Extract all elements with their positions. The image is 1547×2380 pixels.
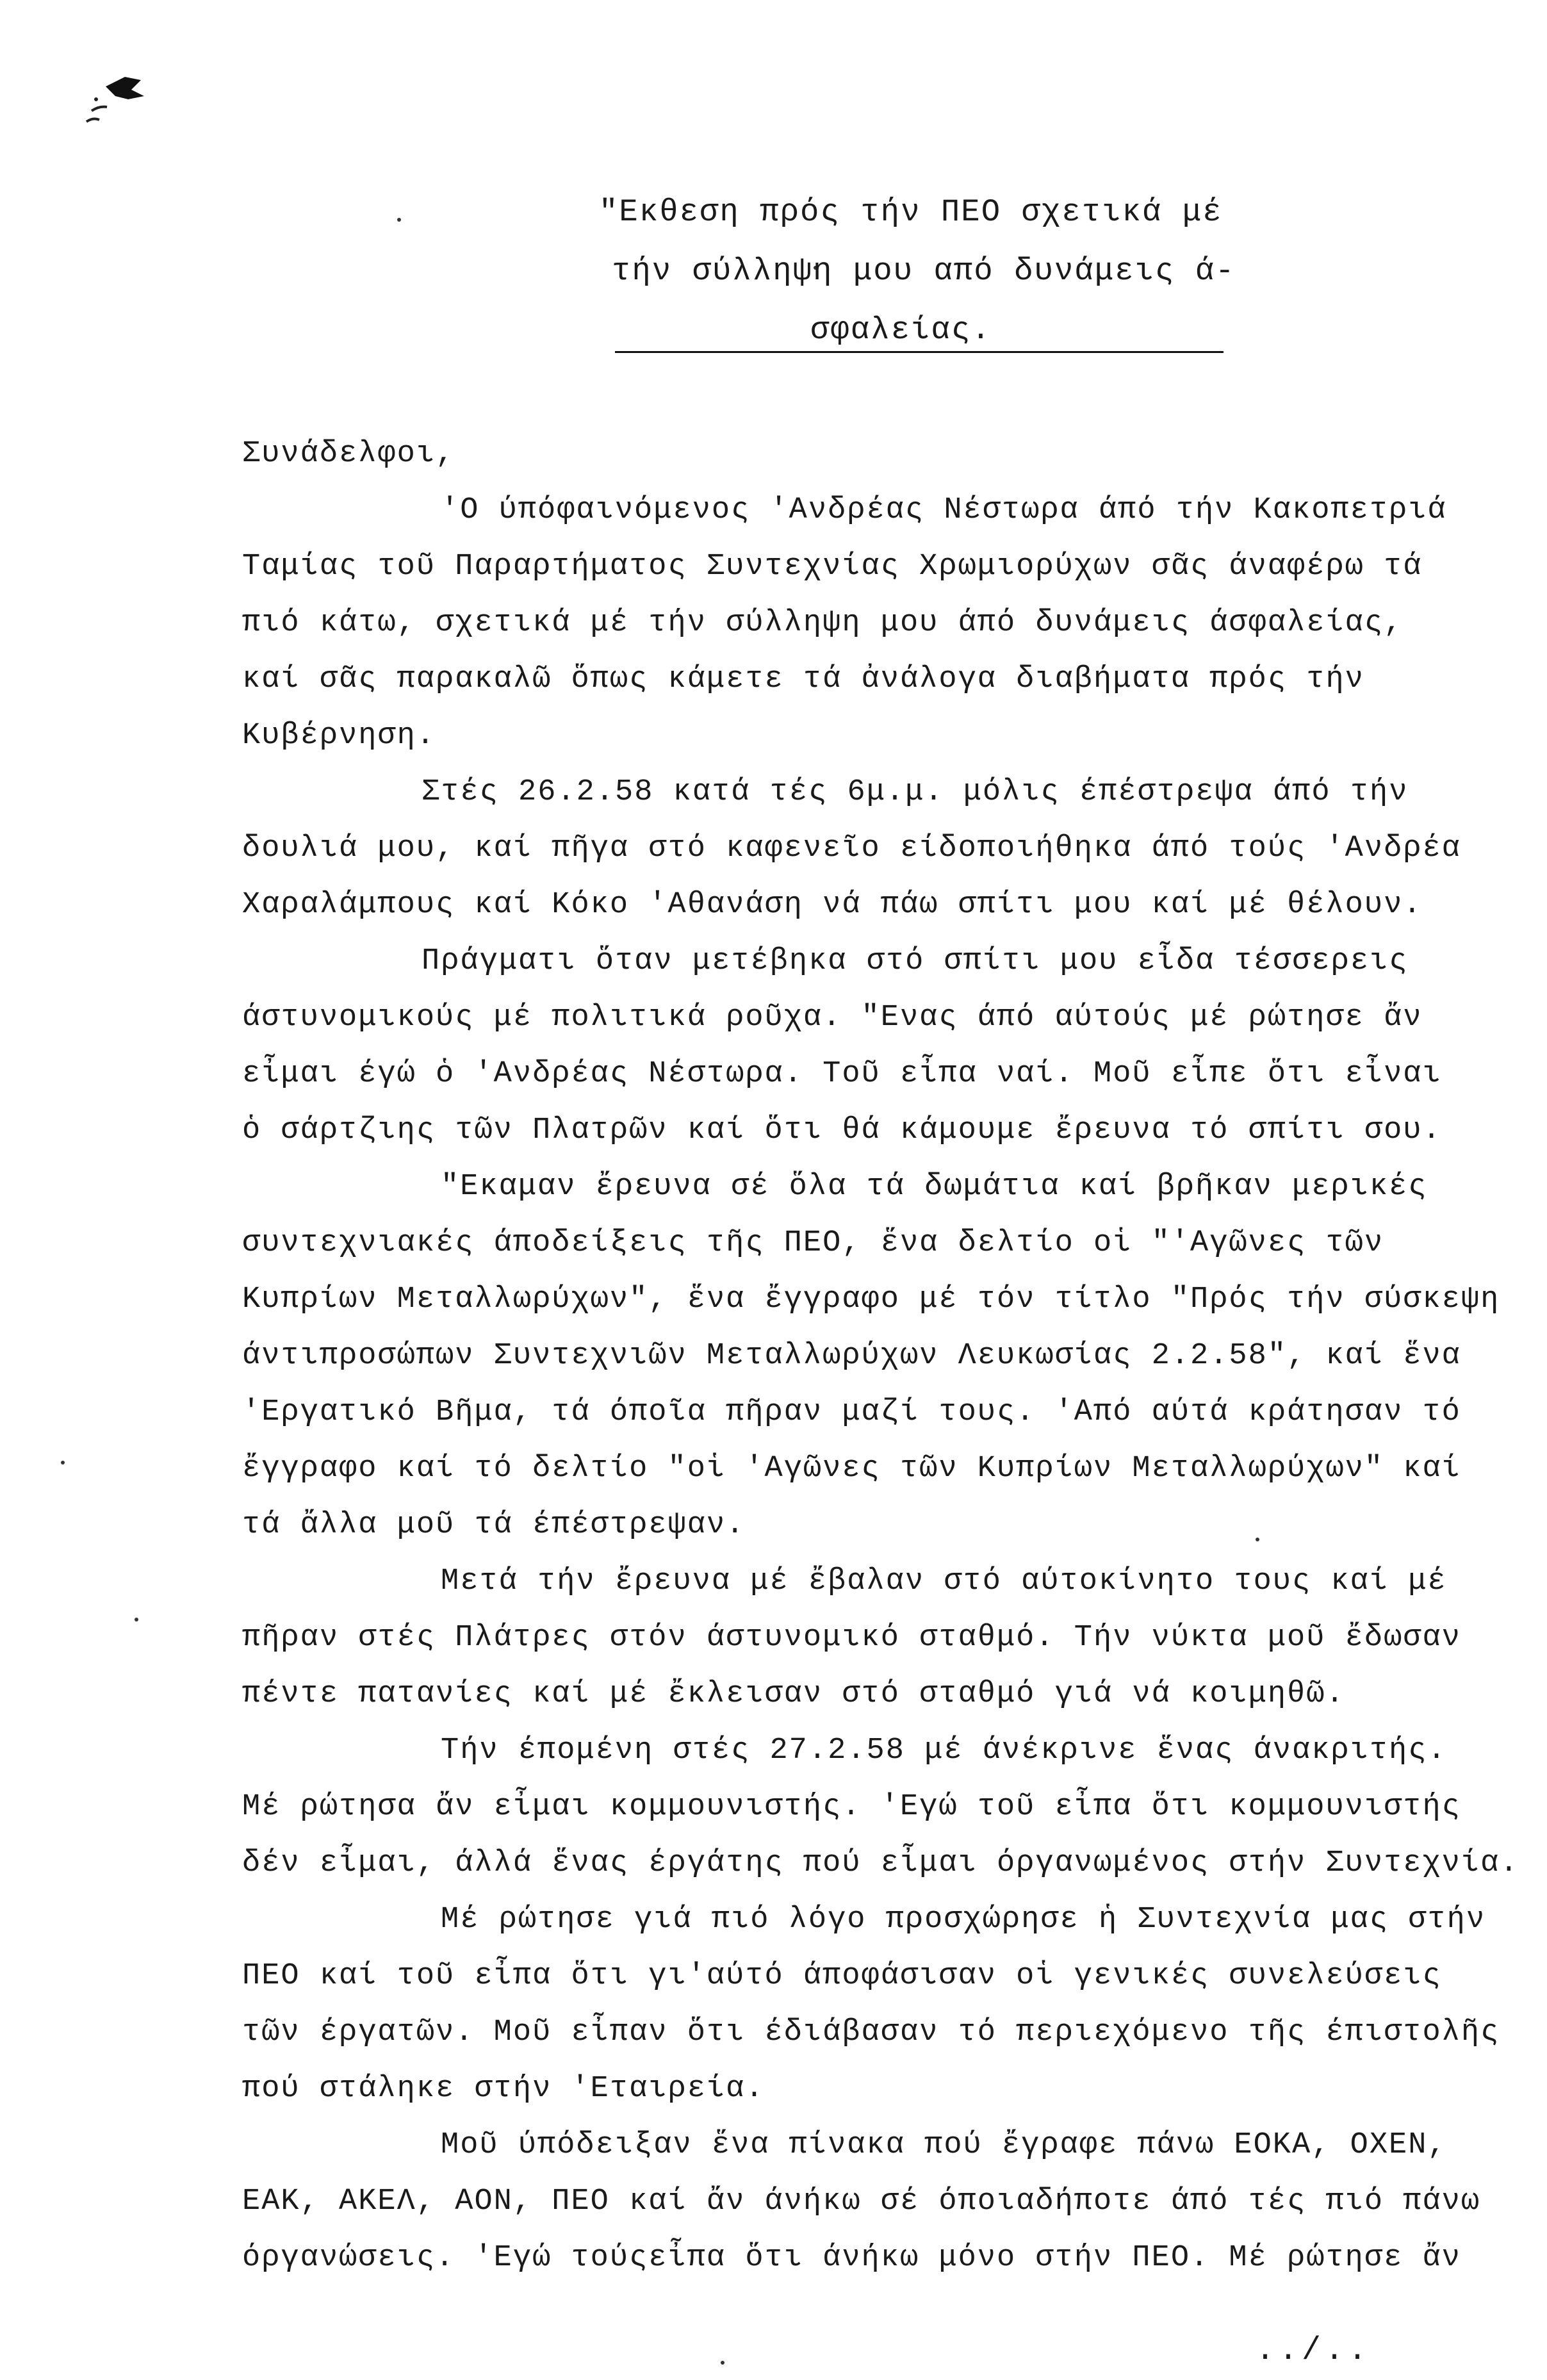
title-underline (615, 351, 1224, 353)
text-line: Μοῦ ύπόδειξαν ἕνα πίνακα πού ἔγραφε πάνω ΕΟΚΑ, ΟΧΕΝ, (441, 2128, 1447, 2162)
text-line: Κυβέρνηση. (242, 719, 436, 753)
salutation: Συνάδελφοι, (242, 437, 455, 471)
scan-speck (135, 1618, 138, 1621)
text-line: Πράγματι ὅταν μετέβηκα στό σπίτι μου εἶδα τέσσερεις (422, 944, 1409, 978)
scan-speck (61, 1461, 65, 1465)
text-line: τῶν έργατῶν. Μοῦ εἶπαν ὅτι έδιάβασαν τό περιεχόμενο τῆς έπιστολῆς (242, 2015, 1500, 2049)
text-line: συντεχνιακές άποδείξεις τῆς ΠΕΟ, ἕνα δελτίο οἱ "'Αγῶνες τῶν (242, 1226, 1384, 1260)
text-line: όργανώσεις. 'Εγώ τούςεἶπα ὅτι άνήκω μόνο στήν ΠΕΟ. Μέ ρώτησε ἄν (242, 2241, 1461, 2275)
text-line: Μετά τήν ἔρευνα μέ ἔβαλαν στό αύτοκίνητο τους καί μέ (441, 1564, 1447, 1598)
text-line: "Εκαμαν ἔρευνα σέ ὅλα τά δωμάτια καί βρῆκαν μερικές (441, 1170, 1428, 1204)
text-line: ὁ σάρτζιης τῶν Πλατρῶν καί ὅτι θά κάμουμε ἔρευνα τό σπίτι σου. (242, 1113, 1442, 1147)
text-line: Ταμίας τοῦ Παραρτήματος Συντεχνίας Χρωμιορύχων σᾶς άναφέρω τά (242, 550, 1423, 584)
text-line: δέν εἶμαι, άλλά ἕνας έργάτης πού εἶμαι όργανωμένος στήν Συντεχνία. (242, 1846, 1519, 1880)
text-line: πέντε πατανίες καί μέ ἔκλεισαν στό σταθμό γιά νά κοιμηθῶ. (242, 1677, 1345, 1711)
letter-body (242, 426, 1519, 2286)
text-line: άστυνομικούς μέ πολιτικά ροῦχα. "Ενας άπό αύτούς μέ ρώτησε ἄν (242, 1001, 1423, 1035)
text-line: ἔγγραφο καί τό δελτίο "οἱ 'Αγῶνες τῶν Κυπρίων Μεταλλωρύχων" καί (242, 1452, 1461, 1486)
ink-mark-icon (80, 61, 151, 131)
text-line: τά ἄλλα μοῦ τά έπέστρεψαν. (242, 1508, 746, 1542)
scan-speck (721, 2361, 724, 2365)
text-line: Μέ ρώτησε γιά πιό λόγο προσχώρησε ἡ Συντεχνία μας στήν (441, 1903, 1486, 1937)
text-line: ΠΕΟ καί τοῦ εἶπα ὅτι γι'αύτό άποφάσισαν οἱ γενικές συνελεύσεις (242, 1959, 1442, 1993)
text-line: πῆραν στές Πλάτρες στόν άστυνομικό σταθμό. Τήν νύκτα μοῦ ἔδωσαν (242, 1621, 1461, 1655)
text-line: Χαραλάμπους καί Κόκο 'Αθανάση νά πάω σπίτι μου καί μέ θέλουν. (242, 888, 1423, 922)
text-line: πιό κάτω, σχετικά μέ τήν σύλληψη μου άπό δυνάμεις άσφαλείας, (242, 606, 1404, 640)
report-title (586, 183, 1265, 359)
title-line: σφαλείας. (810, 312, 992, 348)
title-line: "Εκθεση πρός τήν ΠΕΟ σχετικά μέ (599, 194, 1223, 230)
text-line: Κυπρίων Μεταλλωρύχων", ἕνα ἔγγραφο μέ τόν τίτλο "Πρός τήν σύσκεψη (242, 1283, 1500, 1317)
text-line: Στές 26.2.58 κατά τές 6μ.μ. μόλις έπέστρεψα άπό τήν (422, 775, 1409, 809)
text-line: άντιπροσώπων Συντεχνιῶν Μεταλλωρύχων Λευκωσίας 2.2.58", καί ἕνα (242, 1339, 1461, 1373)
text-line: πού στάληκε στήν 'Εταιρεία. (242, 2072, 765, 2106)
text-line: Μέ ρώτησα ἄν εἶμαι κομμουνιστής. 'Εγώ τοῦ εἶπα ὅτι κομμουνιστής (242, 1790, 1461, 1824)
text-line: Τήν έπομένη στές 27.2.58 μέ άνέκρινε ἕνας άνακριτής. (441, 1734, 1447, 1768)
text-line: εἶμαι έγώ ὁ 'Ανδρέας Νέστωρα. Τοῦ εἶπα ναί. Μοῦ εἶπε ὅτι εἶναι (242, 1057, 1442, 1091)
text-line: 'Εργατικό Βῆμα, τά όποῖα πῆραν μαζί τους. 'Από αύτά κράτησαν τό (242, 1395, 1461, 1429)
title-line: τήν σύλληψη μου από δυνάμεις ά- (612, 253, 1236, 289)
page-continuation-mark: ../.. (1256, 2333, 1371, 2369)
scan-speck (397, 218, 401, 222)
text-line: καί σᾶς παρακαλῶ ὅπως κάμετε τά ἀνάλογα διαβήματα πρός τήν (242, 662, 1364, 696)
text-line: ΕΑΚ, ΑΚΕΛ, ΑΟΝ, ΠΕΟ καί ἄν άνήκω σέ όποιαδήποτε άπό τές πιό πάνω (242, 2185, 1481, 2219)
text-line: 'Ο ύπόφαινόμενος 'Ανδρέας Νέστωρα άπό τήν Κακοπετριά (441, 493, 1447, 527)
text-line: δουλιά μου, καί πῆγα στό καφενεῖο είδοποιήθηκα άπό τούς 'Ανδρέα (242, 832, 1461, 866)
